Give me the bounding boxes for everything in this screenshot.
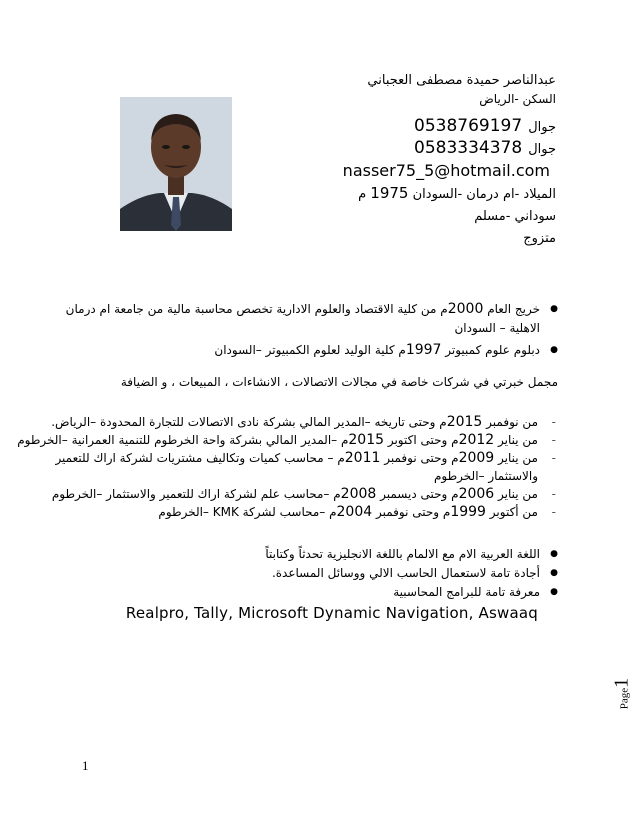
page-number: 1	[82, 758, 89, 773]
phone-1	[236, 116, 556, 138]
profile-photo	[120, 97, 232, 231]
phone-2	[236, 138, 556, 160]
skills-list	[38, 545, 558, 602]
experience-item: - من يناير 2006م وحتى ديسمبر 2008م –محاسب علم لشركة اراك للتعمير والاستثمار –الخرطوم	[8, 485, 558, 503]
page-label-number: 1	[610, 677, 633, 688]
education-item: ● خريج العام 2000م من كلية الاقتصاد والعلوم الادارية تخصص محاسبة مالية من جامعة ام درمان الاهلية – السودان	[38, 300, 558, 338]
email: nasser75_5@hotmail.com	[342, 161, 550, 180]
portrait-image	[120, 97, 232, 231]
experience-summary: مجمل خبرتي في شركات خاصة في مجالات الاتصالات ، الانشاءات ، المبيعات ، و الضيافة	[120, 375, 558, 389]
education-list	[38, 300, 558, 360]
birth-suffix: م	[358, 187, 367, 202]
experience-list	[8, 413, 558, 521]
phone-2-number: 0583334378	[414, 138, 523, 158]
page-label	[612, 662, 632, 722]
nationality-religion: سوداني -مسلم	[474, 209, 556, 224]
experience-item: - من نوفمبر 2015م وحتى تاريخه –المدير المالي بشركة نادى الاتصالات للتجارة المحدودة –الرياض.	[8, 413, 558, 431]
page-label-word: Page	[618, 687, 631, 710]
experience-item: - من يناير 2012م وحتى اكتوبر 2015م –المدير المالي بشركة واحة الخرطوم للتنمية العمرانية –الخرطوم	[8, 431, 558, 449]
contact-header	[236, 72, 556, 250]
residence: السكن -الرياض	[479, 92, 556, 106]
experience-item: - من أكتوبر 1999م وحتى نوفمبر 2004م –محاسب لشركة KMK –الخرطوم	[8, 503, 558, 521]
birth-info	[236, 182, 556, 206]
software-list: Realpro, Tally, Microsoft Dynamic Navigation, Aswaaq	[125, 604, 538, 622]
birth-year: 1975	[370, 184, 409, 202]
phone-1-number: 0538769197	[414, 116, 523, 136]
experience-item: - من يناير 2009م وحتى نوفمبر 2011م – محاسب كميات وتكاليف مشتريات لشركة اراك للتعمير والاستثمار –الخرطوم	[8, 449, 558, 485]
skill-item: ● اللغة العربية الام مع الالمام باللغة الانجليزية تحدثاً وكتابتاً	[38, 545, 558, 564]
full-name: عبدالناصر حميدة مصطفى العجباني	[367, 73, 556, 88]
phone-2-label: جوال	[528, 142, 556, 157]
phone-1-label: جوال	[528, 120, 556, 135]
skill-item: ● معرفة تامة للبرامج المحاسبية	[38, 583, 558, 602]
birth-place: الميلاد -ام درمان -السودان	[412, 187, 556, 202]
skill-item: ● أجادة تامة لاستعمال الحاسب الالي ووسائل المساعدة.	[38, 564, 558, 583]
marital-status: متزوج	[523, 231, 556, 246]
education-item: ● دبلوم علوم كمبيوتر 1997م كلية الوليد لعلوم الكمبيوتر –السودان	[38, 341, 558, 360]
